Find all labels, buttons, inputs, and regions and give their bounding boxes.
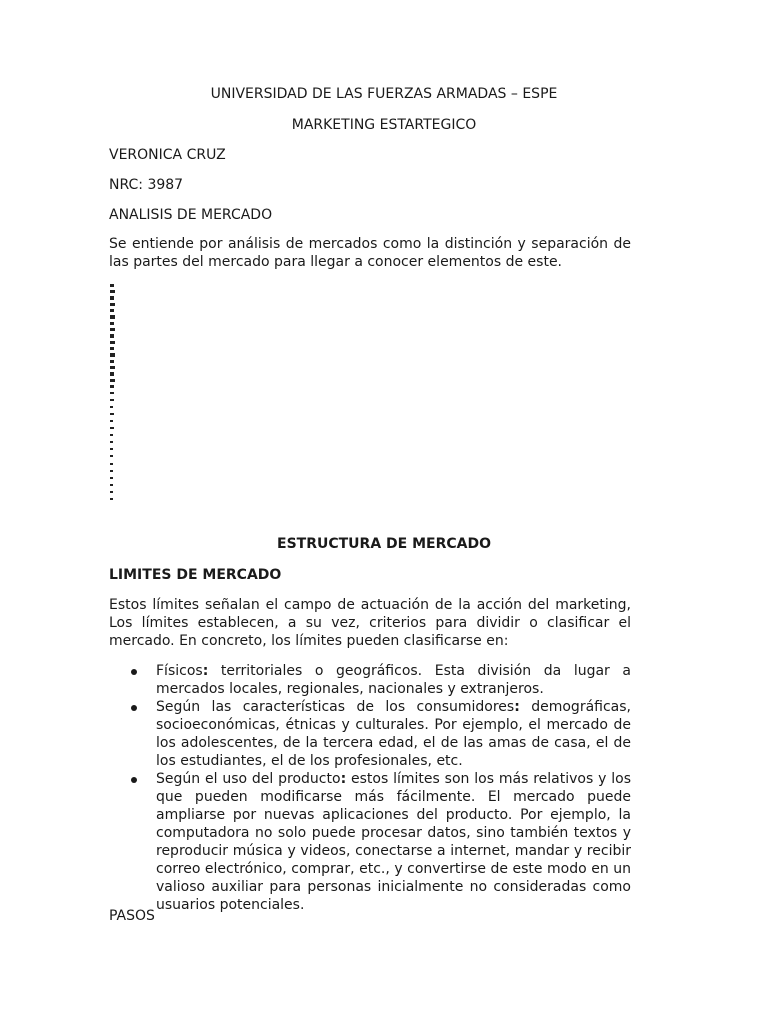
limit-colon: :: [340, 771, 347, 787]
nrc-code: NRC: 3987: [109, 177, 184, 193]
intro-paragraph: Se entiende por análisis de mercados como la distinción y separación de las partes del mercado para llegar a conocer elementos de este.: [109, 236, 631, 270]
bullet-icon: [131, 705, 137, 711]
limit-colon: :: [514, 699, 520, 715]
list-item: [109, 770, 631, 914]
bullet-icon: [131, 669, 137, 675]
limit-lead: Según el uso del producto: [156, 771, 341, 787]
section-heading: ANALISIS DE MERCADO: [109, 207, 273, 223]
bullet-icon: [131, 777, 137, 783]
limit-lead: Físicos: [156, 663, 203, 679]
list-item: [109, 662, 631, 698]
limit-lead: Según las características de los consumidores: [156, 699, 515, 715]
garbled-text-artifact: [109, 284, 117, 504]
limits-heading: LIMITES DE MERCADO: [109, 567, 282, 583]
structure-heading: ESTRUCTURA DE MERCADO: [277, 536, 491, 552]
steps-heading: PASOS: [109, 908, 155, 924]
limits-paragraph: Estos límites señalan el campo de actuación de la acción del marketing, Los límites establecen, a su vez, criterios para dividir o clasificar el mercado. En concreto, los límites pueden clasificarse en:: [109, 597, 631, 649]
course-title: MARKETING ESTARTEGICO: [291, 117, 477, 133]
limit-text: estos límites son los más relativos y los que pueden modificarse más fácilmente. El mercado puede ampliarse por nuevas aplicaciones del producto. Por ejemplo, la computadora no solo puede procesar datos, sino también textos y reproducir música y videos, conectarse a internet, mandar y recibir correo electrónico, comprar, etc., y convertirse de este modo en un valioso auxiliar para personas inicialmente no consideradas como usuarios potenciales.: [156, 771, 631, 913]
limit-text: demográficas, socioeconómicas, étnicas y culturales. Por ejemplo, el mercado de los adolescentes, de la tercera edad, el de las amas de casa, el de los estudiantes, el de los profesionales, etc.: [156, 699, 631, 769]
limits-list: [109, 662, 631, 914]
list-item: [109, 698, 631, 770]
limit-colon: :: [202, 663, 209, 679]
limit-text: territoriales o geográficos. Esta división da lugar a mercados locales, regionales, nacionales y extranjeros.: [156, 663, 631, 697]
university-title: UNIVERSIDAD DE LAS FUERZAS ARMADAS – ESPE: [210, 86, 558, 102]
student-name: VERONICA CRUZ: [109, 147, 226, 163]
